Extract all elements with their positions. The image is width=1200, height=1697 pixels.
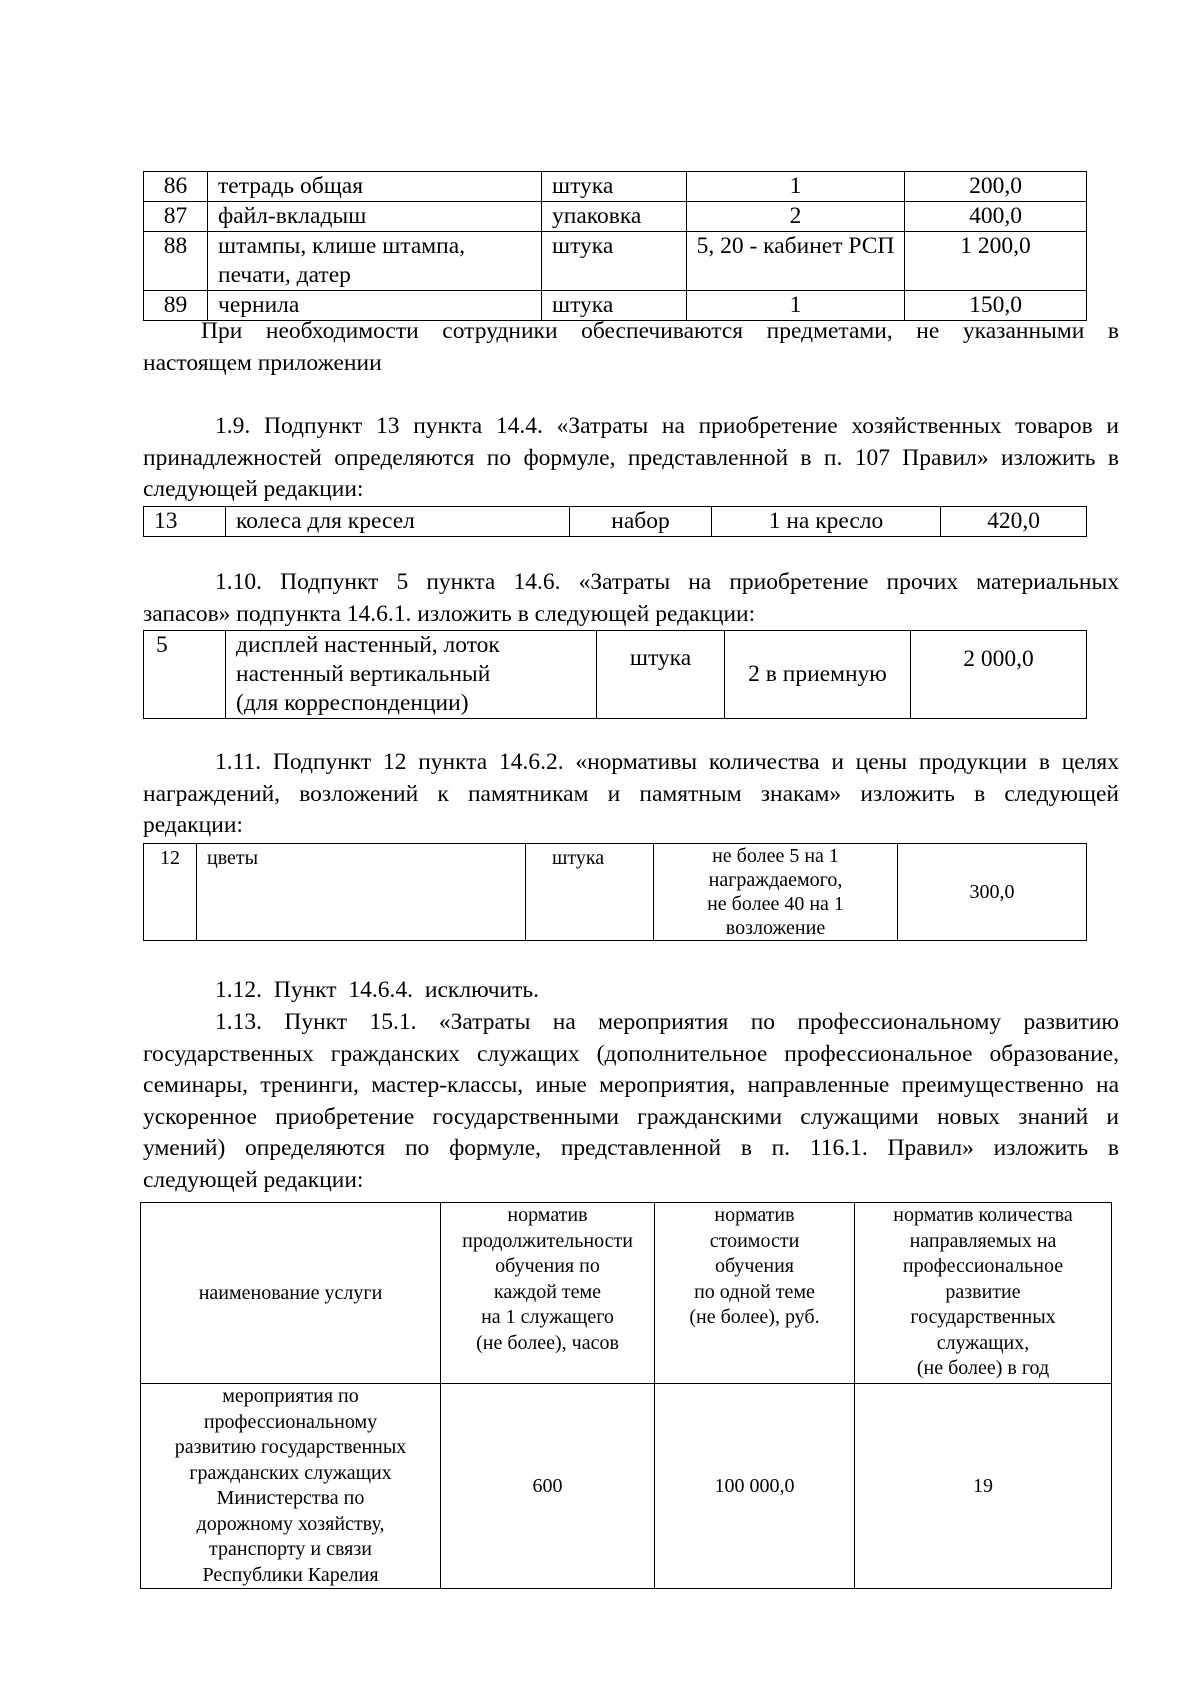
paragraph-line: принадлежностей определяются по формуле, представленной в п. 107 Правил» изложить в: [143, 444, 1119, 471]
paragraph-line: 1.10. Подпункт 5 пункта 14.6. «Затраты на приобретение прочих материальных: [215, 569, 1119, 595]
table-item-13: [143, 506, 1087, 537]
item-quantity-line: награждаемого,: [708, 869, 843, 891]
service-name-line: гражданских служащих: [189, 1461, 392, 1484]
service-name-line: мероприятия по: [222, 1385, 359, 1407]
table-row: [144, 172, 1087, 202]
item-unit: штука: [597, 631, 725, 719]
paragraph-1-13: [143, 1007, 1119, 1196]
header-line: по одной теме: [694, 1280, 815, 1303]
table-item-5: [143, 630, 1087, 719]
item-name: колеса для кресел: [226, 507, 570, 537]
header-service-name: наименование услуги: [141, 1203, 441, 1384]
item-price: 300,0: [898, 844, 1087, 941]
paragraph-1-11: [143, 747, 1119, 842]
paragraph-line: настоящем приложении: [143, 349, 382, 376]
item-quantity: 1 на кресло: [712, 507, 941, 537]
paragraph-line: умений) определяются по формуле, представленной в п. 116.1. Правил» изложить в: [143, 1135, 1119, 1161]
item-quantity-line: не более 40 на 1: [707, 893, 844, 915]
header-line: (не более) в год: [916, 1357, 1050, 1379]
paragraph-1-10: [143, 567, 1119, 630]
paragraph-line: 1.13. Пункт 15.1. «Затраты на мероприятия по профессиональному развитию: [215, 1009, 1119, 1035]
item-name-line: дисплей настенный, лоток: [236, 632, 500, 658]
item-unit: штука: [542, 291, 687, 321]
paragraph-1-9: [143, 411, 1119, 506]
row-number: 13: [144, 507, 226, 537]
table-item-12: [143, 843, 1087, 941]
table-row: [141, 1384, 1112, 1589]
note-paragraph: [143, 316, 1119, 379]
row-number: 87: [144, 202, 208, 232]
paragraph-line: следующей редакции:: [143, 476, 364, 502]
row-number: 5: [144, 631, 226, 719]
header-line: обучения по: [495, 1255, 600, 1277]
item-price: 1 200,0: [905, 232, 1087, 291]
row-number: 88: [144, 232, 208, 291]
item-price: 420,0: [941, 507, 1087, 537]
training-table: [140, 1202, 1112, 1589]
item-quantity-line: не более 5 на 1: [712, 845, 839, 867]
item-quantity: 1: [687, 291, 905, 321]
service-name-line: развитию государственных: [174, 1436, 407, 1458]
count-value: 19: [855, 1384, 1112, 1589]
header-line: направляемых на: [909, 1229, 1057, 1252]
item-price: 400,0: [905, 202, 1087, 232]
item-quantity: 5, 20 - кабинет РСП: [687, 232, 905, 291]
service-name: [141, 1384, 441, 1589]
paragraph-line: награждений, возложений к памятникам и памятным знакам» изложить в следующей: [143, 780, 1119, 807]
header-line: норматив: [507, 1204, 588, 1226]
item-quantity-line: возложение: [725, 917, 826, 939]
item-name-line: настенный вертикальный: [236, 661, 491, 687]
header-duration: [441, 1203, 655, 1384]
paragraph-line: 1.11. Подпункт 12 пункта 14.6.2. «нормативы количества и цены продукции в целях: [215, 749, 1119, 775]
item-unit: штука: [542, 172, 687, 202]
header-line: государственных: [910, 1306, 1056, 1328]
service-name-line: дорожному хозяйству,: [196, 1512, 385, 1535]
item-name-line: (для корреспонденции): [236, 690, 469, 716]
header-line: каждой теме: [493, 1280, 602, 1303]
item-name: [226, 631, 597, 719]
header-line: (не более), часов: [476, 1331, 619, 1354]
service-name-line: Республики Карелия: [202, 1563, 379, 1586]
row-number: 89: [144, 291, 208, 321]
table-row: [144, 507, 1087, 537]
item-unit: упаковка: [542, 202, 687, 232]
item-quantity: 2: [687, 202, 905, 232]
item-name: чернила: [208, 291, 542, 321]
header-cost: [655, 1203, 855, 1384]
paragraph-line: следующей редакции:: [143, 1166, 364, 1193]
duration-value: 600: [441, 1384, 655, 1589]
paragraph-line: 1.12. Пункт 14.6.4. исключить.: [215, 977, 539, 1003]
paragraph-line: запасов» подпункта 14.6.1. изложить в следующей редакции:: [143, 600, 756, 627]
item-name: цветы: [197, 844, 526, 941]
header-line: норматив: [714, 1204, 795, 1226]
header-line: стоимости: [709, 1229, 800, 1252]
item-unit: набор: [570, 507, 712, 537]
header-line: служащих,: [936, 1331, 1030, 1354]
row-number: 12: [144, 844, 197, 941]
item-unit: штука: [542, 232, 687, 291]
header-line: продолжительности: [462, 1229, 633, 1252]
service-name-line: Министерства по: [216, 1487, 365, 1509]
supplies-table: [143, 171, 1087, 321]
header-count: [855, 1203, 1112, 1384]
item-price: 200,0: [905, 172, 1087, 202]
header-line: развитие: [945, 1280, 1021, 1303]
header-line: норматив количества: [893, 1204, 1073, 1226]
cost-value: 100 000,0: [655, 1384, 855, 1589]
item-quantity: 1: [687, 172, 905, 202]
item-price: 2 000,0: [911, 631, 1087, 719]
row-number: 86: [144, 172, 208, 202]
paragraph-line: При необходимости сотрудники обеспечиваются предметами, не указанными в: [201, 318, 1119, 344]
table-header-row: [141, 1203, 1112, 1384]
item-name: тетрадь общая: [208, 172, 542, 202]
paragraph-line: ускоренное приобретение государственными гражданскими служащими новых знаний и: [143, 1103, 1119, 1130]
item-quantity: 2 в приемную: [725, 631, 911, 719]
paragraph-line: 1.9. Подпункт 13 пункта 14.4. «Затраты на приобретение хозяйственных товаров и: [215, 413, 1119, 439]
header-line: профессиональное: [902, 1255, 1064, 1277]
item-name: [208, 232, 542, 291]
item-name-line: печати, датер: [218, 262, 351, 288]
paragraph-line: семинары, тренинги, мастер-классы, иные мероприятия, направленные преимущественно на: [143, 1072, 1119, 1098]
item-quantity: [654, 844, 898, 941]
table-row: [144, 232, 1087, 291]
item-name: файл-вкладыш: [208, 202, 542, 232]
paragraph-line: государственных гражданских служащих (дополнительное профессиональное образование,: [143, 1040, 1119, 1067]
service-name-line: профессиональному: [203, 1410, 378, 1433]
service-name-line: транспорту и связи: [209, 1538, 372, 1560]
paragraph-line: редакции:: [143, 812, 243, 838]
header-line: на 1 служащего: [481, 1306, 614, 1328]
item-price: 150,0: [905, 291, 1087, 321]
header-line: (не более), руб.: [689, 1306, 820, 1328]
item-unit: штука: [526, 844, 654, 941]
item-name-line: штампы, клише штампа,: [218, 233, 466, 259]
table-row: [144, 844, 1087, 941]
paragraph-1-12: [143, 975, 1119, 1007]
table-row: [144, 631, 1087, 719]
table-row: [144, 202, 1087, 232]
header-line: обучения: [715, 1255, 794, 1277]
